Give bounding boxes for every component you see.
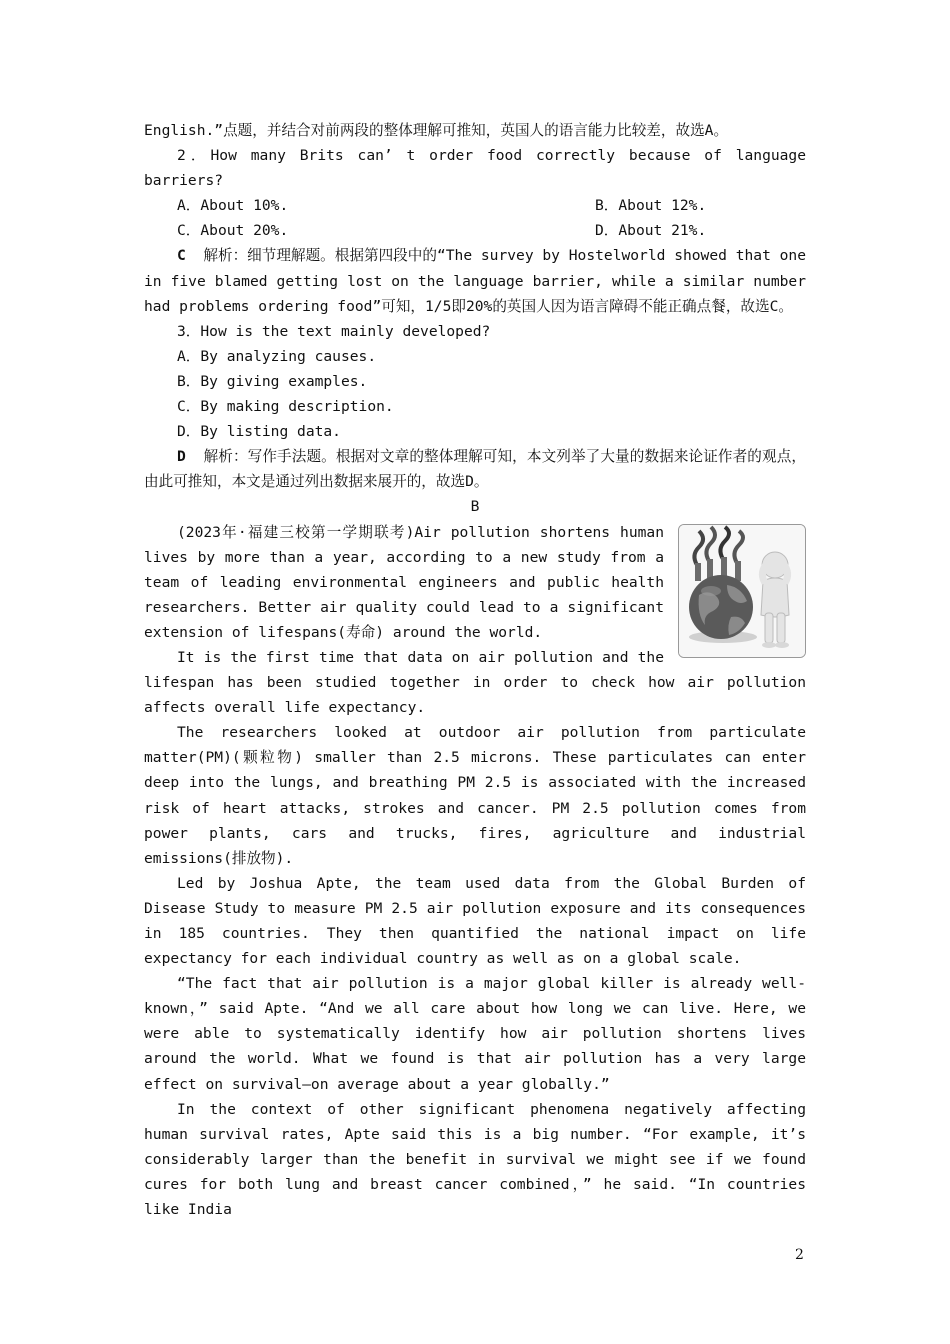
- page-body: [144, 118, 806, 1222]
- question-2-answer: C: [177, 247, 186, 265]
- question-2-options-row-1: [144, 193, 806, 218]
- passage-paragraph-1: (2023年·福建三校第一学期联考)Air pollution shortens human lives by more than a year, according to a new study from a team of leading environmental engineers and public health researchers. Better air quality could lead to a significant extension of lifespans(寿命) around the world.: [144, 523, 664, 641]
- continued-explanation: English.”点题，并结合对前两段的整体理解可推知，英国人的语言能力比较差，故选A。: [144, 122, 729, 139]
- option-c: C．About 20%.: [177, 222, 289, 240]
- option-d: D．About 21%.: [595, 222, 707, 240]
- question-2-explanation-text: 解析：细节理解题。根据第四段中的“The survey by Hostelworld showed that one in five blamed getting lost on the language barrier, while a similar number had problems ordering food”可知，1/5即20%的英国人因为语言障碍不能正确点餐，故选C。: [144, 247, 806, 315]
- option-b: B．By giving examples.: [177, 372, 368, 390]
- question-3-explanation-text: 解析：写作手法题。根据对文章的整体理解可知，本文列举了大量的数据来论证作者的观点，由此可推知，本文是通过列出数据来展开的，故选D。: [144, 448, 806, 491]
- passage-paragraph-3: The researchers looked at outdoor air pollution from particulate matter(PM)(颗粒物) smaller than 2.5 microns. These particulates can enter deep into the lungs, and breathing PM 2.5 is associated with the increased risk of heart attacks, strokes and cancer. PM 2.5 pollution comes from power plants, cars and trucks, fires, agriculture and industrial emissions(排放物).: [144, 724, 806, 867]
- passage-paragraph-5: “The fact that air pollution is a major global killer is already well-known，” said Apte. “And we all care about how long we can live. Here, we were able to systematically identify how air pollution shortens lives around the world. What we found is that air pollution has a very large effect on survival—on average about a year globally.”: [144, 975, 806, 1093]
- question-3-explanation: [144, 444, 806, 494]
- question-2-stem: 2．How many Brits can’ t order food correctly because of language barriers?: [144, 147, 806, 190]
- option-d: D．By listing data.: [177, 423, 341, 441]
- passage-paragraph-4: Led by Joshua Apte, the team used data from the Global Burden of Disease Study to measure PM 2.5 air pollution exposure and its consequences in 185 countries. They then quantified the national impact on life expectancy for each individual country as well as on a global scale.: [144, 874, 806, 968]
- question-3-stem: 3．How is the text mainly developed?: [177, 322, 491, 340]
- option-a: A．By analyzing causes.: [177, 347, 377, 365]
- page-number: 2: [795, 1247, 804, 1263]
- option-c: C．By making description.: [177, 398, 394, 416]
- globe-factory-figure-icon: [679, 525, 805, 657]
- option-b: B．About 12%.: [595, 197, 707, 215]
- passage-paragraph-6: In the context of other significant phenomena negatively affecting human survival rates, Apte said this is a big number. “For example, it’s considerably larger than the benefit in survival we might see if we found cures for both lung and breast cancer combined，” he said. “In countries like India: [144, 1100, 806, 1219]
- passage-paragraph-2: It is the first time that data on air pollution and the lifespan has been studied together in order to check how air pollution affects overall life expectancy.: [144, 648, 806, 717]
- question-2-explanation: [144, 243, 806, 318]
- question-2-options-row-2: [144, 218, 806, 243]
- polluted-globe-illustration: [678, 524, 806, 658]
- option-a: A．About 10%.: [177, 197, 289, 215]
- section-heading: B: [470, 498, 480, 516]
- question-3-answer: D: [177, 448, 186, 466]
